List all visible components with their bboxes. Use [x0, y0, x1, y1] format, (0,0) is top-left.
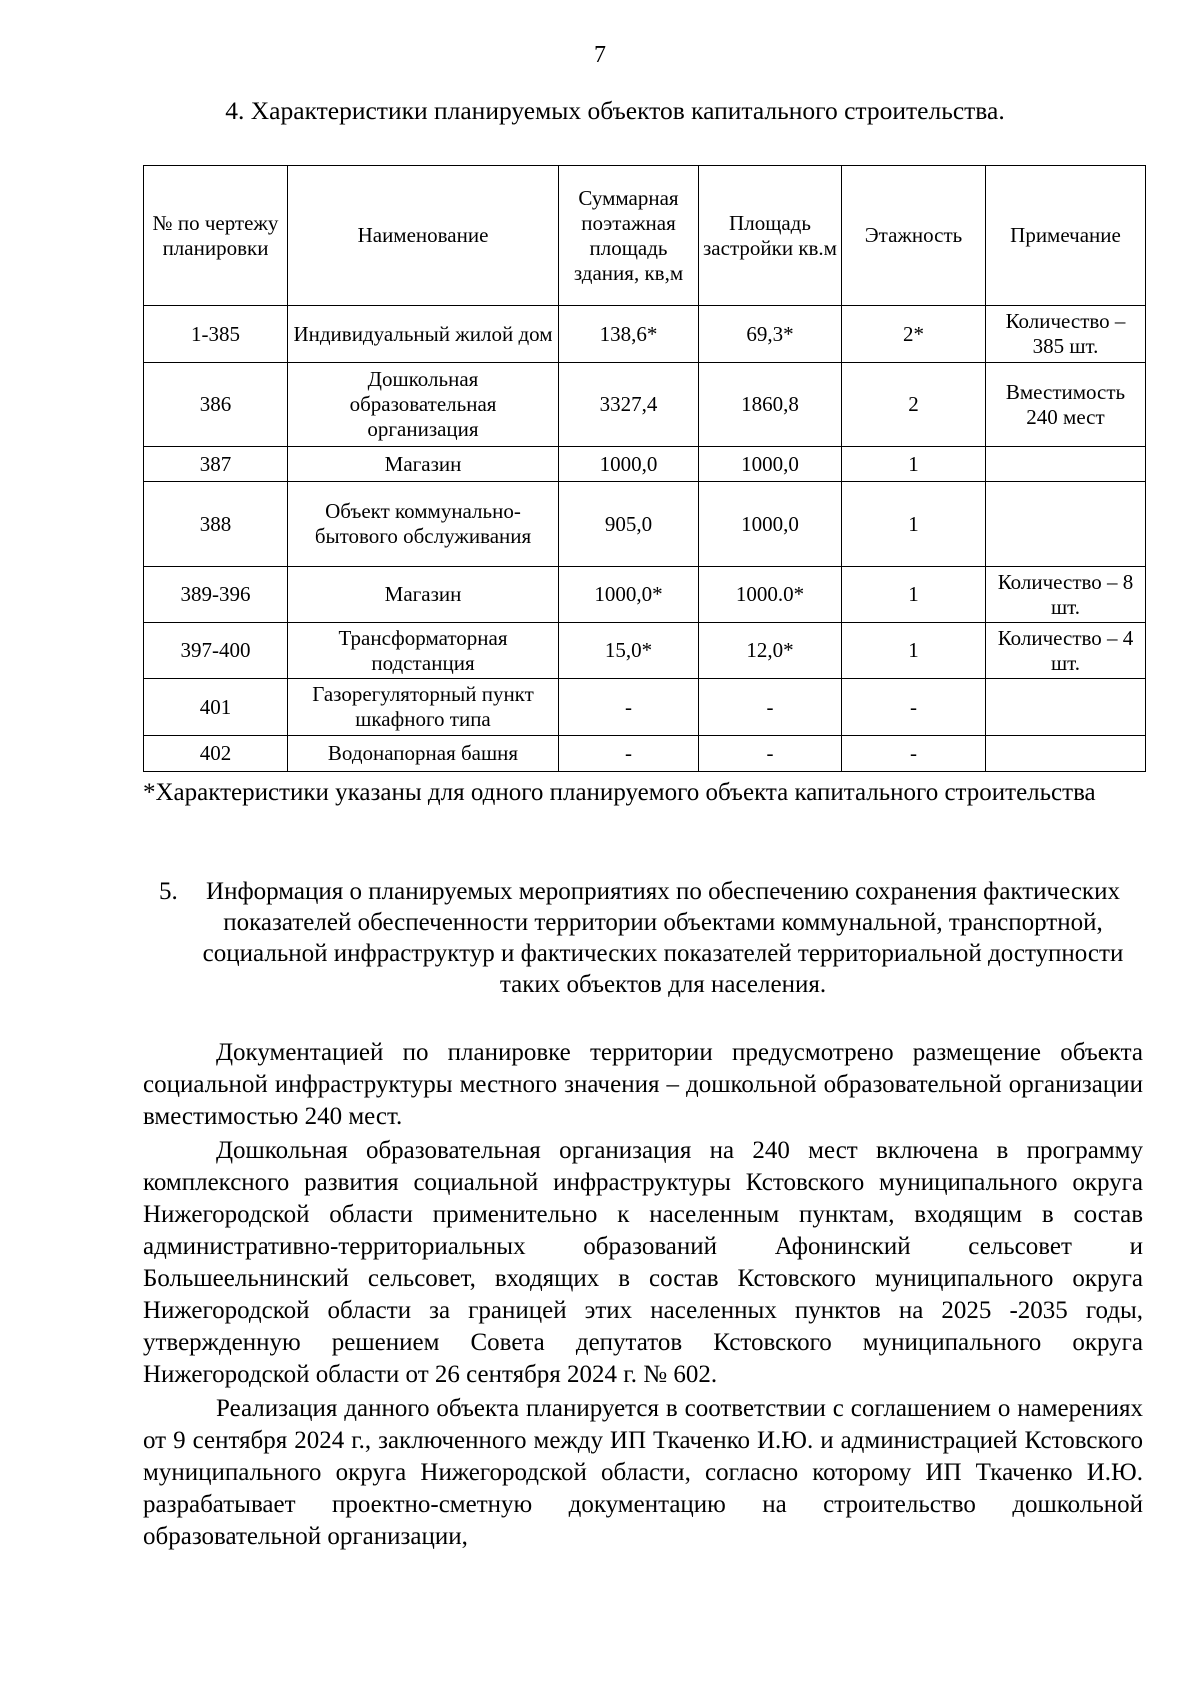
cell-floor-area: 15,0*: [559, 623, 699, 679]
table-row: [144, 306, 1146, 363]
table-row: [144, 679, 1146, 736]
cell-name: Дошкольная образовательная организация: [288, 363, 559, 447]
table-row: [144, 736, 1146, 772]
cell-number: 401: [144, 679, 288, 736]
section-5-number: 5.: [159, 878, 178, 905]
cell-name: Водонапорная башня: [288, 736, 559, 772]
cell-building-area: 69,3*: [699, 306, 842, 363]
cell-name: Индивидуальный жилой дом: [288, 306, 559, 363]
paragraph: Реализация данного объекта планируется в соответствии с соглашением о намерениях от 9 сентября 2024 г., заключенного между ИП Ткаченко И.Ю. и администрацией Кстовского муниципального округа Нижегородской области, согласно которому ИП Ткаченко И.Ю. разрабатывает проектно-сметную документацию на строительство дошкольной образовательной организации,: [143, 1395, 1143, 1550]
table-row: [144, 363, 1146, 447]
cell-name: Газорегуляторный пункт шкафного типа: [288, 679, 559, 736]
body-text: [143, 1037, 1143, 1555]
cell-building-area: 12,0*: [699, 623, 842, 679]
cell-floors: 1: [842, 623, 986, 679]
objects-table: [143, 165, 1146, 772]
paragraph: Дошкольная образовательная организация на 240 мест включена в программу комплексного развития социальной инфраструктуры Кстовского муниципального округа Нижегородской области применительно к населенным пунктам, входящим в состав административно-территориальных образований Афонинский сельсовет и Большеельнинский сельсовет, входящих в состав Кстовского муниципального округа Нижегородской области за границей этих населенных пунктов на 2025 -2035 годы, утвержденную решением Совета депутатов Кстовского муниципального округа Нижегородской области от 26 сентября 2024 г. № 602.: [143, 1137, 1143, 1388]
cell-building-area: -: [699, 736, 842, 772]
cell-note: Количество – 4 шт.: [986, 623, 1146, 679]
table-row: [144, 567, 1146, 623]
cell-floors: -: [842, 679, 986, 736]
cell-floors: -: [842, 736, 986, 772]
paragraph: Документацией по планировке территории предусмотрено размещение объекта социальной инфраструктуры местного значения – дошкольной образовательной организации вместимостью 240 мест.: [143, 1039, 1143, 1130]
cell-name: Магазин: [288, 447, 559, 482]
cell-floor-area: 1000,0*: [559, 567, 699, 623]
cell-number: 402: [144, 736, 288, 772]
cell-note: [986, 482, 1146, 567]
section-4-title: 4. Характеристики планируемых объектов капитального строительства.: [225, 96, 1005, 125]
cell-building-area: 1860,8: [699, 363, 842, 447]
cell-floors: 2*: [842, 306, 986, 363]
cell-note: Количество – 8 шт.: [986, 567, 1146, 623]
table-header-row: [144, 166, 1146, 306]
table-row: [144, 482, 1146, 567]
cell-name: Объект коммунально-бытового обслуживания: [288, 482, 559, 567]
cell-floor-area: 1000,0: [559, 447, 699, 482]
cell-number: 388: [144, 482, 288, 567]
cell-name: Магазин: [288, 567, 559, 623]
table-row: [144, 623, 1146, 679]
cell-number: 1-385: [144, 306, 288, 363]
cell-building-area: 1000,0: [699, 482, 842, 567]
cell-floors: 1: [842, 567, 986, 623]
cell-floors: 2: [842, 363, 986, 447]
cell-note: [986, 736, 1146, 772]
cell-number: 386: [144, 363, 288, 447]
cell-floors: 1: [842, 447, 986, 482]
cell-floors: 1: [842, 482, 986, 567]
header-building-area: Площадь застройки кв.м: [699, 166, 842, 306]
header-note: Примечание: [986, 166, 1146, 306]
section-5-heading: [143, 876, 1143, 1000]
cell-building-area: -: [699, 679, 842, 736]
cell-note: [986, 679, 1146, 736]
cell-note: Количество – 385 шт.: [986, 306, 1146, 363]
cell-floor-area: -: [559, 679, 699, 736]
cell-building-area: 1000,0: [699, 447, 842, 482]
section-5-title: Информация о планируемых мероприятиях по обеспечению сохранения фактических показателей обеспеченности территории объектами коммунальной, транспортной, социальной инфраструктур и фактических показателей территориальной доступности таких объектов для населения.: [202, 878, 1124, 998]
cell-floor-area: 905,0: [559, 482, 699, 567]
cell-floor-area: -: [559, 736, 699, 772]
cell-note: [986, 447, 1146, 482]
cell-floor-area: 138,6*: [559, 306, 699, 363]
cell-number: 387: [144, 447, 288, 482]
header-floors: Этажность: [842, 166, 986, 306]
cell-number: 397-400: [144, 623, 288, 679]
cell-building-area: 1000.0*: [699, 567, 842, 623]
header-total-floor-area: Суммарная поэтажная площадь здания, кв,м: [559, 166, 699, 306]
page-number: 7: [594, 42, 606, 68]
table-footnote: *Характеристики указаны для одного планируемого объекта капитального строительства: [143, 779, 1096, 806]
cell-number: 389-396: [144, 567, 288, 623]
header-name: Наименование: [288, 166, 559, 306]
cell-note: Вместимость 240 мест: [986, 363, 1146, 447]
table-row: [144, 447, 1146, 482]
cell-name: Трансформаторная подстанция: [288, 623, 559, 679]
cell-floor-area: 3327,4: [559, 363, 699, 447]
header-drawing-number: № по чертежу планировки: [144, 166, 288, 306]
